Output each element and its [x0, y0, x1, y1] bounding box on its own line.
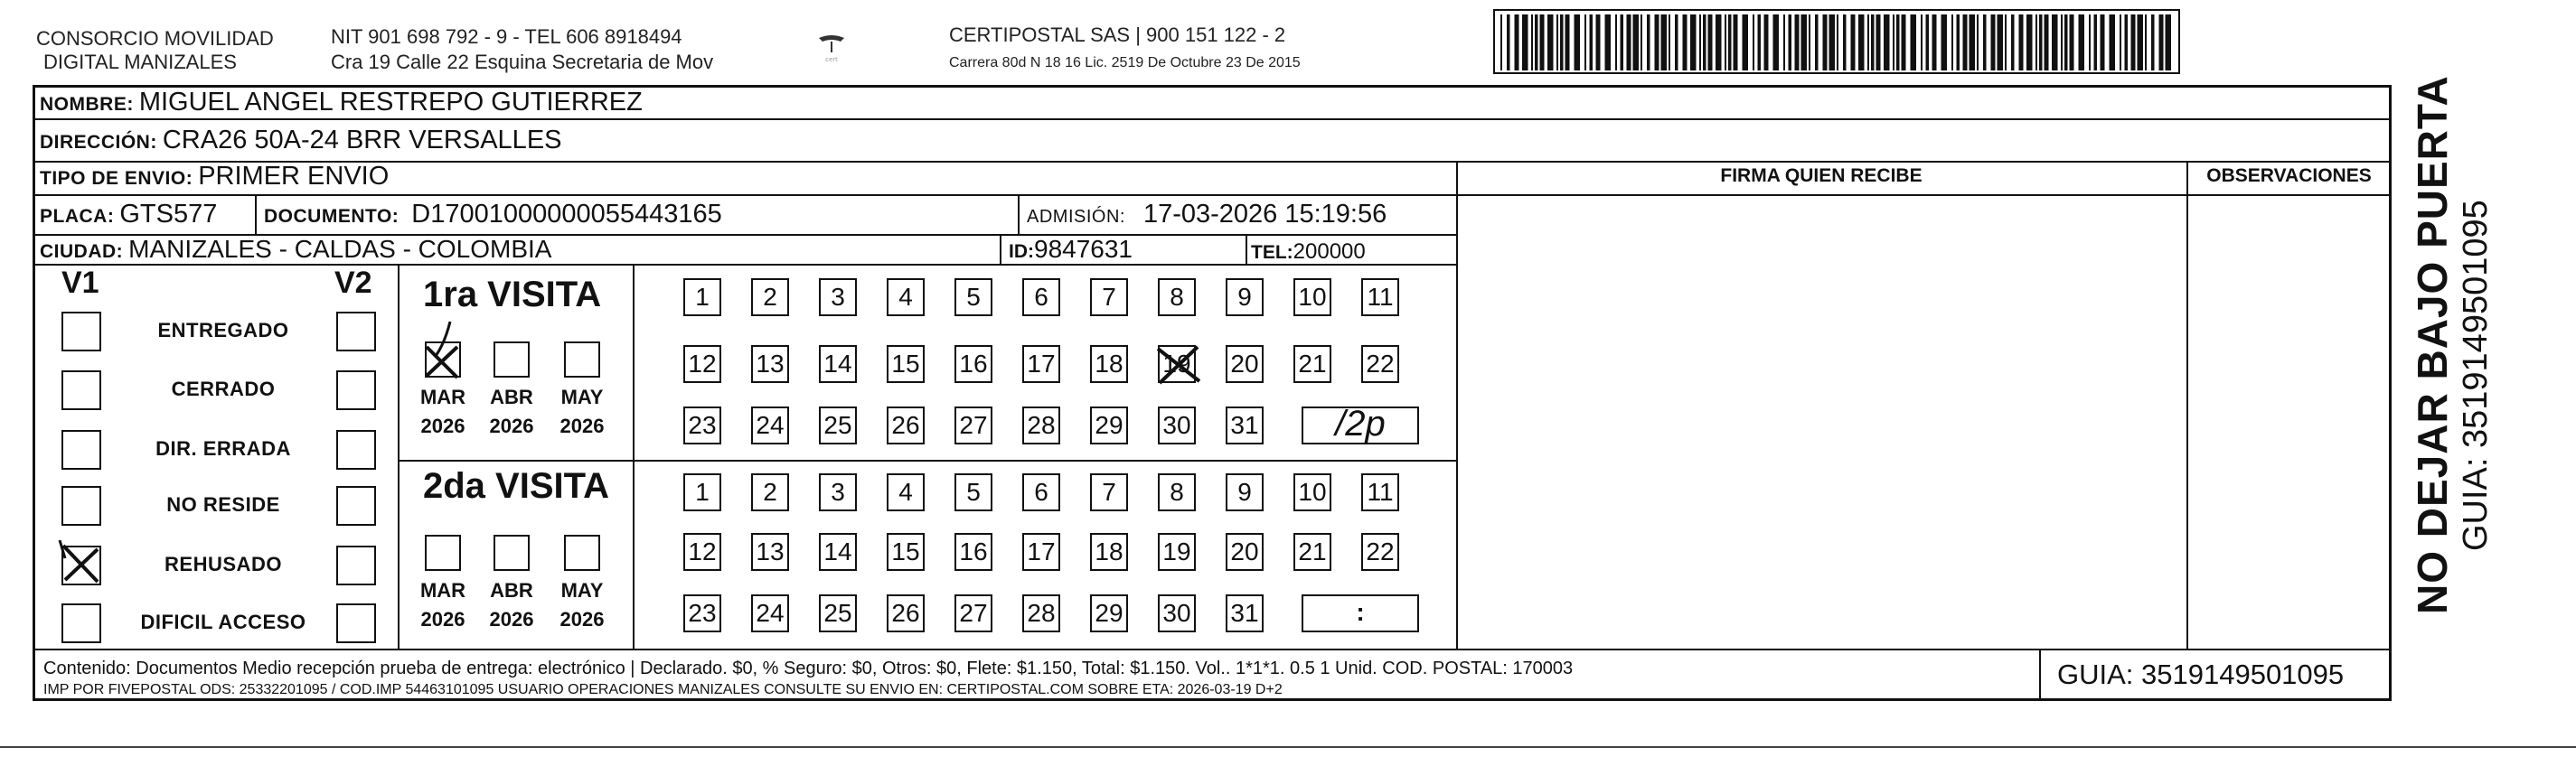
recipient-address: CRA26 50A-24 BRR VERSALLES — [162, 126, 562, 154]
signature-area[interactable] — [1459, 195, 2186, 647]
carrier-name: CERTIPOSTAL SAS | 900 151 122 - 2 — [949, 23, 1286, 46]
company-address: Cra 19 Calle 22 Esquina Secretaria de Mov — [331, 51, 714, 73]
shipment-type-row — [40, 161, 389, 194]
barcode-bar — [1815, 14, 1819, 70]
day-box[interactable]: 13 — [751, 533, 789, 571]
day-box[interactable]: 30 — [1158, 407, 1196, 444]
plate-field — [40, 199, 217, 232]
barcode-bar — [1575, 14, 1581, 70]
admission-field — [1027, 199, 1387, 232]
day-box[interactable]: 2 — [751, 473, 789, 511]
day-box[interactable]: 26 — [887, 407, 925, 444]
day-box[interactable]: 31 — [1226, 407, 1264, 444]
barcode-bar — [1963, 14, 1968, 70]
barcode-bar — [2125, 14, 2129, 70]
day-box[interactable]: 24 — [751, 594, 789, 632]
barcode-bar — [1876, 14, 1881, 70]
v2-header: V2 — [334, 266, 372, 300]
print-info: IMP POR FIVEPOSTAL ODS: 25332201095 / COD.IMP 54463101095 USUARIO OPERACIONES MANIZALES CONSULTE SU ENVIO EN: CERTIPOSTAL.COM SOBRE ETA: 2026-03-19 D+2 — [43, 682, 1283, 697]
barcode-bar — [1743, 14, 1749, 70]
v2-checkbox[interactable] — [336, 546, 376, 585]
day-box[interactable]: 23 — [683, 407, 721, 444]
month-label: MAR — [419, 386, 466, 408]
barcode-bar — [1893, 14, 1894, 70]
signature-column-header: FIRMA QUIEN RECIBE — [1720, 165, 1923, 186]
barcode-bar — [1728, 14, 1732, 70]
barcode-bar — [1941, 14, 1948, 70]
barcode-bar — [1902, 14, 1906, 70]
barcode-bar — [1970, 14, 1976, 70]
month-checkbox[interactable] — [425, 341, 461, 378]
day-box[interactable]: 25 — [819, 407, 857, 444]
day-box[interactable]: 13 — [751, 345, 789, 383]
day-box[interactable]: 15 — [887, 533, 925, 571]
day-box[interactable]: 6 — [1022, 278, 1060, 316]
day-box[interactable]: 4 — [887, 473, 925, 511]
barcode-bar — [1809, 14, 1810, 70]
barcode-bar — [2026, 14, 2033, 70]
month-checkbox[interactable] — [494, 341, 530, 378]
barcode-bar — [1998, 14, 2004, 70]
barcode-bar — [1708, 14, 1713, 70]
day-box[interactable]: 7 — [1090, 473, 1128, 511]
barcode-bar — [2019, 14, 2024, 70]
barcode-bar — [1896, 14, 1900, 70]
barcode-bar — [2110, 14, 2116, 70]
document-field — [264, 199, 722, 232]
barcode-bar — [1823, 14, 1828, 70]
barcode-icon — [1493, 9, 2180, 74]
v2-checkbox[interactable] — [336, 603, 376, 643]
day-box[interactable]: 10 — [1293, 278, 1331, 316]
checkmark-icon — [56, 537, 110, 587]
day-box[interactable]: 1 — [683, 278, 721, 316]
city-label: CIUDAD: — [40, 241, 124, 262]
v2-checkbox[interactable] — [336, 430, 376, 470]
day-box[interactable]: 29 — [1090, 407, 1128, 444]
day-box[interactable]: 20 — [1226, 345, 1264, 383]
city-value: MANIZALES - CALDAS - COLOMBIA — [128, 235, 552, 263]
day-box[interactable]: 19 — [1158, 345, 1196, 383]
barcode-bar — [1556, 14, 1558, 70]
day-box[interactable]: 6 — [1022, 473, 1060, 511]
barcode-bar — [1843, 14, 1847, 70]
v1-checkbox[interactable] — [61, 546, 101, 585]
barcode-bar — [2039, 14, 2043, 70]
plate-value: GTS577 — [119, 200, 218, 229]
year-label: 2026 — [559, 608, 605, 631]
year-label: 2026 — [489, 608, 534, 631]
status-label: CERRADO — [171, 378, 276, 400]
barcode-bar — [1983, 14, 1987, 70]
barcode-bar — [1991, 14, 1996, 70]
barcode-bar — [1647, 14, 1650, 70]
barcode-bar — [1655, 14, 1659, 70]
barcode-bar — [2151, 14, 2155, 70]
id-label: ID: — [1009, 241, 1034, 262]
shipment-type-label: TIPO DE ENVIO: — [40, 168, 193, 189]
barcode-bar — [1773, 14, 1780, 70]
barcode-bar — [1734, 14, 1738, 70]
barcode-bar — [2011, 14, 2015, 70]
barcode-bar — [1565, 14, 1570, 70]
day-box[interactable]: 18 — [1090, 533, 1128, 571]
day-box[interactable]: 5 — [954, 473, 992, 511]
day-box[interactable]: 26 — [887, 594, 925, 632]
barcode-bar — [1789, 14, 1792, 70]
barcode-bar — [1716, 14, 1722, 70]
barcode-bar — [2159, 14, 2164, 70]
barcode-bar — [1926, 14, 1930, 70]
barcode-bar — [1758, 14, 1762, 70]
status-label: REHUSADO — [165, 553, 282, 575]
day-box[interactable]: 2 — [751, 278, 789, 316]
month-label: MAR — [419, 579, 466, 602]
barcode-bar — [1547, 14, 1554, 70]
time-box[interactable]: /2p — [1302, 407, 1419, 444]
side-panel — [2404, 75, 2567, 614]
barcode-bar — [1851, 14, 1856, 70]
day-box[interactable]: 21 — [1293, 345, 1331, 383]
v2-checkbox[interactable] — [336, 486, 376, 526]
barcode-bar — [1500, 14, 1502, 70]
day-box[interactable]: 3 — [819, 473, 857, 511]
barcode-bar — [1911, 14, 1917, 70]
day-box[interactable]: 12 — [683, 345, 721, 383]
document-label: DOCUMENTO: — [264, 206, 400, 227]
day-box[interactable]: 8 — [1158, 473, 1196, 511]
day-box[interactable]: 11 — [1361, 278, 1399, 316]
barcode-bar — [2064, 14, 2068, 70]
admission-label: ADMISIÓN: — [1027, 207, 1125, 227]
barcode-bar — [1627, 14, 1631, 70]
barcode-bar — [1753, 14, 1754, 70]
barcode-bar — [1540, 14, 1545, 70]
month-checkbox[interactable] — [564, 341, 600, 378]
barcode-bar — [2005, 14, 2007, 70]
barcode-bar — [1871, 14, 1875, 70]
day-box[interactable]: 22 — [1361, 345, 1399, 383]
company-name-line1: CONSORCIO MOVILIDAD — [36, 27, 274, 50]
id-value: 9847631 — [1034, 235, 1133, 263]
recipient-address-row — [40, 125, 562, 158]
v1-checkbox[interactable] — [61, 486, 101, 526]
barcode-bar — [2052, 14, 2058, 70]
year-label: 2026 — [559, 415, 605, 437]
barcode-bar — [1703, 14, 1706, 70]
barcode-bar — [1764, 14, 1769, 70]
id-field — [1009, 234, 1133, 267]
side-guide-number: GUIA: 3519149501095 — [2457, 200, 2495, 551]
month-checkbox[interactable] — [564, 535, 600, 571]
day-box[interactable]: 17 — [1022, 533, 1060, 571]
barcode-bar — [1590, 14, 1594, 70]
day-box[interactable]: 16 — [954, 533, 992, 571]
barcode-bar — [1884, 14, 1890, 70]
barcode-bar — [2145, 14, 2147, 70]
recipient-name-row — [40, 87, 643, 120]
footer-guide-number: GUIA: 3519149501095 — [2057, 659, 2345, 690]
day-box[interactable]: 8 — [1158, 278, 1196, 316]
barcode-bar — [1957, 14, 1960, 70]
day-box[interactable]: 11 — [1361, 473, 1399, 511]
barcode-bar — [1858, 14, 1865, 70]
observations-column-header: OBSERVACIONES — [2206, 165, 2372, 186]
barcode-bar — [1661, 14, 1668, 70]
month-checkbox[interactable] — [425, 535, 461, 571]
address-label: DIRECCIÓN: — [40, 132, 157, 153]
v1-checkbox[interactable] — [61, 430, 101, 470]
barcode-bar — [1669, 14, 1670, 70]
barcode-bar — [2035, 14, 2037, 70]
barcode-bar — [1605, 14, 1612, 70]
v1-checkbox[interactable] — [61, 603, 101, 643]
barcode-bar — [1867, 14, 1869, 70]
month-label: MAY — [560, 579, 604, 602]
day-box[interactable]: 23 — [683, 594, 721, 632]
month-label: MAY — [560, 386, 604, 408]
month-checkbox[interactable] — [494, 535, 530, 571]
content-details: Contenido: Documentos Medio recepción prueba de entrega: electrónico | Declarado. $0, % Seguro: $0, Otros: $0, Flete: $1.150, Total: $1.150. Vol.. 1*1*1. 0.5 1 Unid. COD. POSTAL: 170003 — [43, 659, 1574, 678]
shipment-type: PRIMER ENVIO — [198, 162, 390, 191]
time-box[interactable]: : — [1302, 594, 1419, 632]
barcode-bar — [2094, 14, 2098, 70]
v2-checkbox[interactable] — [336, 312, 376, 351]
barcode-bar — [1584, 14, 1586, 70]
checkmark-icon — [423, 316, 474, 379]
day-box[interactable]: 22 — [1361, 533, 1399, 571]
barcode-bar — [1783, 14, 1785, 70]
status-label: DIFICIL ACCESO — [140, 611, 306, 633]
day-box[interactable]: 19 — [1158, 533, 1196, 571]
day-box[interactable]: 24 — [751, 407, 789, 444]
barcode-bar — [2061, 14, 2063, 70]
v1-header: V1 — [61, 266, 99, 300]
day-box[interactable]: 28 — [1022, 594, 1060, 632]
svg-text:cert: cert — [825, 56, 838, 63]
day-box[interactable]: 20 — [1226, 533, 1264, 571]
tel-field — [1251, 237, 1366, 268]
barcode-bar — [1683, 14, 1688, 70]
v1-checkbox[interactable] — [61, 370, 101, 410]
barcode-bar — [1675, 14, 1678, 70]
day-box[interactable]: 3 — [819, 278, 857, 316]
year-label: 2026 — [420, 608, 465, 631]
barcode-bar — [2131, 14, 2136, 70]
barcode-bar — [2079, 14, 2085, 70]
barcode-bar — [1801, 14, 1808, 70]
day-box[interactable]: 30 — [1158, 594, 1196, 632]
barcode-bar — [2166, 14, 2172, 70]
company-name-line2: DIGITAL MANIZALES — [43, 51, 237, 73]
barcode-bar — [2070, 14, 2074, 70]
barcode-bar — [1560, 14, 1564, 70]
name-label: NOMBRE: — [40, 94, 134, 115]
barcode-bar — [2089, 14, 2091, 70]
barcode-bar — [1535, 14, 1538, 70]
barcode-bar — [1829, 14, 1836, 70]
barcode-bar — [1615, 14, 1617, 70]
status-label: NO RESIDE — [166, 493, 280, 516]
recipient-name: MIGUEL ANGEL RESTREPO GUTIERREZ — [138, 88, 643, 117]
visit2-title: 2da VISITA — [423, 466, 609, 506]
visit1-title: 1ra VISITA — [423, 275, 602, 314]
cross-mark-icon — [1154, 341, 1205, 387]
day-box[interactable]: 10 — [1293, 473, 1331, 511]
admission-value: 17-03-2026 15:19:56 — [1142, 200, 1387, 229]
tel-label: TEL: — [1251, 242, 1293, 263]
day-box[interactable]: 29 — [1090, 594, 1128, 632]
city-field — [40, 234, 551, 267]
day-box[interactable]: 28 — [1022, 407, 1060, 444]
barcode-bar — [2101, 14, 2105, 70]
barcode-bar — [2138, 14, 2144, 70]
day-box[interactable]: 5 — [954, 278, 992, 316]
v1-checkbox[interactable] — [61, 312, 101, 351]
plate-label: PLACA: — [40, 206, 115, 227]
day-box[interactable]: 1 — [683, 473, 721, 511]
day-box[interactable]: 31 — [1226, 594, 1264, 632]
day-box[interactable]: 7 — [1090, 278, 1128, 316]
day-box[interactable]: 4 — [887, 278, 925, 316]
year-label: 2026 — [489, 415, 534, 437]
v2-checkbox[interactable] — [336, 370, 376, 410]
barcode-bar — [1837, 14, 1838, 70]
barcode-bar — [1507, 14, 1510, 70]
barcode-bar — [1725, 14, 1726, 70]
barcode-bar — [1932, 14, 1937, 70]
barcode-bar — [1522, 14, 1528, 70]
day-box[interactable]: 15 — [887, 345, 925, 383]
status-label: DIR. ERRADA — [155, 437, 291, 460]
document-value: D17001000000055443165 — [411, 200, 722, 229]
barcode-bar — [1515, 14, 1519, 70]
day-box[interactable]: 25 — [819, 594, 857, 632]
company-nit: NIT 901 698 792 - 9 - TEL 606 8918494 — [331, 25, 682, 48]
day-box[interactable]: 14 — [819, 533, 857, 571]
day-box[interactable]: 27 — [954, 594, 992, 632]
month-label: ABR — [490, 579, 533, 602]
barcode-bar — [1531, 14, 1533, 70]
status-label: ENTREGADO — [157, 319, 289, 341]
day-box[interactable]: 27 — [954, 407, 992, 444]
day-box[interactable]: 21 — [1293, 533, 1331, 571]
barcode-bar — [1641, 14, 1642, 70]
barcode-bar — [1921, 14, 1923, 70]
day-box[interactable]: 16 — [954, 345, 992, 383]
carrier-address: Carrera 80d N 18 16 Lic. 2519 De Octubre 23 De 2015 — [949, 55, 1301, 70]
month-label: ABR — [490, 386, 533, 408]
side-warning: NO DEJAR BAJO PUERTA — [2409, 75, 2456, 614]
year-label: 2026 — [420, 415, 465, 437]
barcode-bar — [1977, 14, 1979, 70]
day-box[interactable]: 9 — [1226, 278, 1264, 316]
day-box[interactable]: 18 — [1090, 345, 1128, 383]
observations-area[interactable] — [2189, 195, 2390, 647]
day-box[interactable]: 9 — [1226, 473, 1264, 511]
tel-value: 200000 — [1293, 239, 1366, 264]
barcode-bar — [2045, 14, 2049, 70]
barcode-bar — [1621, 14, 1624, 70]
barcode-bar — [2120, 14, 2121, 70]
barcode-bar — [1596, 14, 1601, 70]
day-box[interactable]: 17 — [1022, 345, 1060, 383]
day-box[interactable]: 14 — [819, 345, 857, 383]
day-box[interactable]: 12 — [683, 533, 721, 571]
barcode-bar — [1699, 14, 1701, 70]
carrier-logo-icon — [813, 31, 850, 67]
barcode-bar — [1795, 14, 1800, 70]
barcode-bar — [1951, 14, 1953, 70]
barcode-bar — [1633, 14, 1640, 70]
barcode-bar — [1690, 14, 1697, 70]
